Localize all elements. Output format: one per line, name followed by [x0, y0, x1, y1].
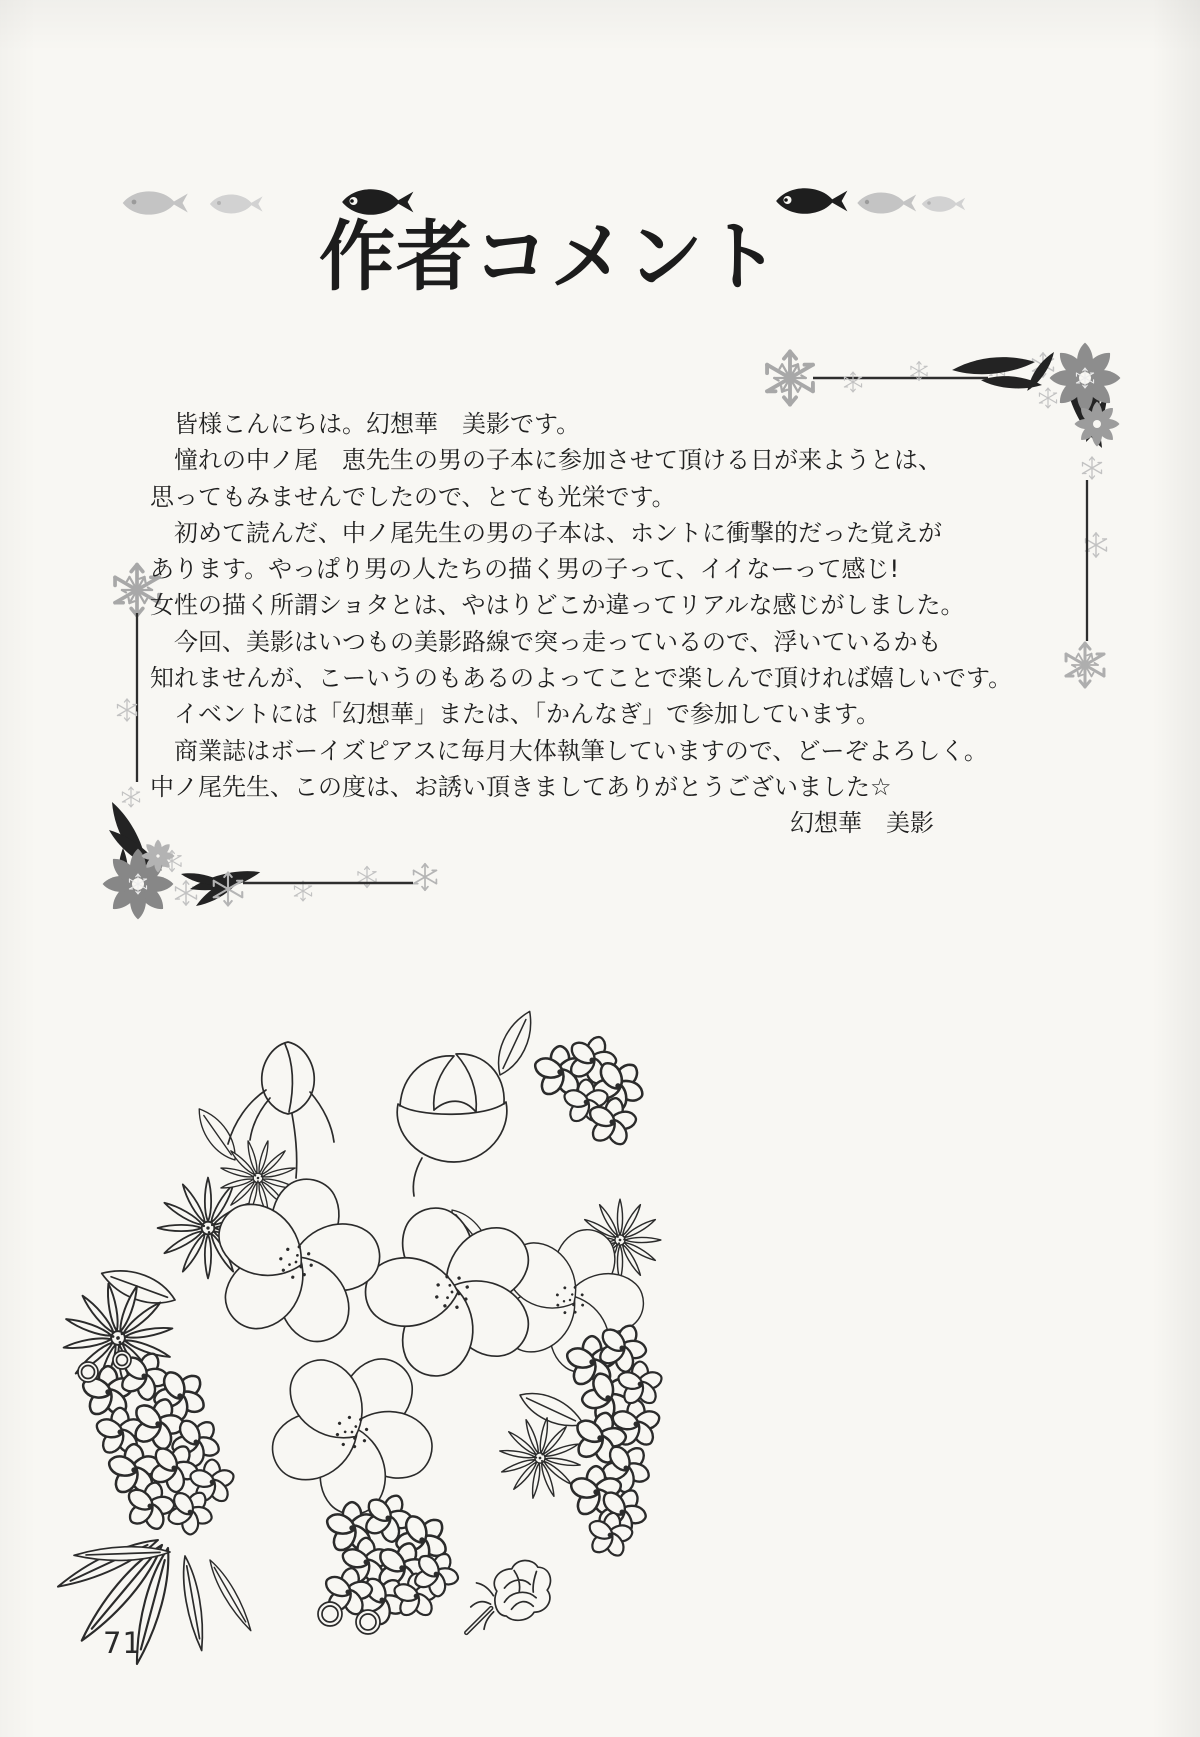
flower-burst-icon	[1075, 402, 1120, 447]
comment-line: 皆様こんにちは。幻想華 美影です。	[150, 410, 581, 438]
fish-icon	[123, 191, 188, 214]
comment-line: 女性の描く所謂ショタとは、やはりどこか違ってリアルな感じがしました。	[150, 591, 965, 620]
comment-line: 憧れの中ノ尾 恵先生の男の子本に参加させて頂ける日が来ようとは、	[150, 446, 942, 475]
page-title: 作者コメント	[319, 211, 781, 301]
flower-burst-icon	[1050, 343, 1121, 414]
fish-divider-right	[776, 188, 965, 214]
fish-icon	[857, 192, 916, 213]
leaf-fan	[55, 1533, 256, 1666]
comment-line: イベントには「幻想華」または、「かんなぎ」で参加しています。	[150, 700, 881, 729]
author-signature: 幻想華 美影	[790, 809, 934, 838]
snowflake-icon	[1066, 643, 1104, 687]
cupped-rose-line-art	[397, 1054, 507, 1196]
comment-line: あります。やっぱり男の人たちの描く男の子って、イイなーって感じ!	[150, 555, 900, 584]
comment-line: 今回、美影はいつもの美影路線で突っ走っているので、浮いているかも	[150, 627, 942, 656]
comment-line: 知れませんが、こーいうのもあるのよってことで楽しんで頂ければ嬉しいです。	[150, 664, 1013, 693]
comment-line: 初めて読んだ、中ノ尾先生の男の子本は、ホントに衝撃的だった覚えが	[150, 518, 942, 547]
fish-icon	[210, 195, 263, 214]
page-number: 71	[103, 1626, 142, 1660]
comment-line: 思ってもみませんでしたので、とても光栄です。	[150, 482, 676, 511]
snowflake-icon	[767, 351, 813, 404]
fish-icon	[776, 188, 847, 214]
snowflake-icon	[214, 864, 437, 906]
bouquet-line-art	[54, 1007, 676, 1667]
comment-line: 商業誌はボーイズピアスに毎月大体執筆していますので、どーぞよろしく。	[150, 736, 988, 765]
flower-burst-icon	[142, 840, 175, 873]
fish-icon	[922, 196, 965, 212]
comment-line: 中ノ尾先生、この度は、お誘い頂きましてありがとうございました☆	[150, 772, 892, 801]
author-comment-text	[150, 406, 1013, 842]
detached-rose-line-art	[457, 1557, 556, 1633]
